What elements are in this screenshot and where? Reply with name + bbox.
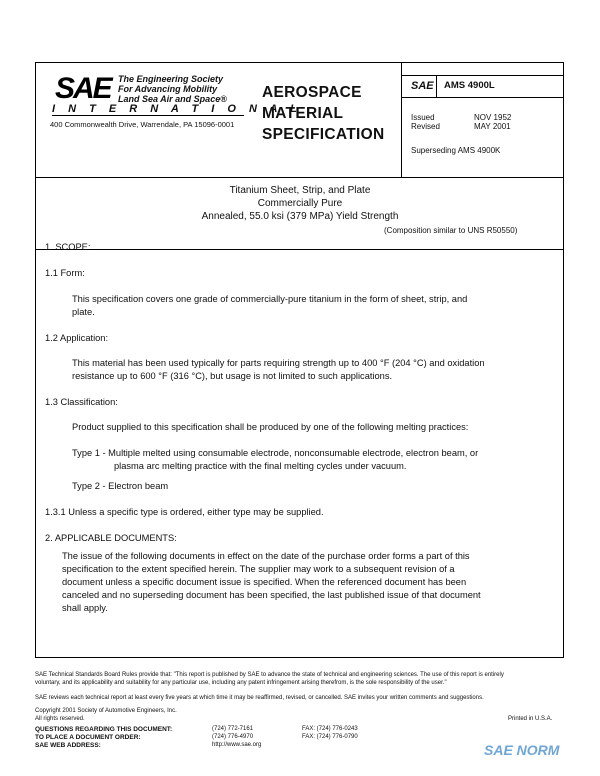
type-1-item: Type 1 - Multiple melted using consumable electrode, nonconsumable electrode, electron beam, or plasma arc melting practice with the final melting cycles under vacuum. bbox=[72, 448, 479, 471]
address: 400 Commonwealth Drive, Warrendale, PA 15096-0001 bbox=[50, 120, 235, 129]
revised-value: MAY 2001 bbox=[474, 122, 511, 131]
footer-printed: Printed in U.S.A. bbox=[508, 716, 553, 722]
questions-label: QUESTIONS REGARDING THIS DOCUMENT: bbox=[35, 726, 173, 733]
footer-copyright: Copyright 2001 Society of Automotive Engineers, Inc. bbox=[35, 708, 177, 714]
footer-review-note: SAE reviews each technical report at least every five years at which time it may be reaffirmed, revised, or cancelled. SAE invites your written comments and suggestions. bbox=[35, 695, 484, 701]
questions-phone: (724) 772-7161 bbox=[212, 726, 254, 732]
ams-number: AMS 4900L bbox=[444, 80, 495, 91]
issued-value: NOV 1952 bbox=[474, 113, 512, 122]
society-tagline: The Engineering Society For Advancing Mobility Land Sea Air and Space® bbox=[118, 74, 227, 104]
sae-norm-watermark: SAE NORM bbox=[484, 742, 560, 758]
section-1-1-text: This specification covers one grade of commercially-pure titanium in the form of sheet, strip, and plate. bbox=[72, 294, 468, 317]
document-title: Titanium Sheet, Strip, and Plate Commercially Pure Annealed, 55.0 ksi (379 MPa) Yield Strength bbox=[201, 185, 399, 222]
footer-disclaimer: SAE Technical Standards Board Rules provide that: "This report is published by SAE to advance the state of technical and engineering sciences. The use of this report is entirely voluntary, and its applicability and suitability for any particular use, including any patent infringement arising therefrom, is the sole responsibility of the user." bbox=[35, 672, 504, 686]
web-url[interactable]: http://www.sae.org bbox=[212, 742, 262, 748]
web-label: SAE WEB ADDRESS: bbox=[35, 742, 101, 749]
header-divider bbox=[36, 177, 563, 178]
sae-logo: SAE bbox=[55, 72, 111, 105]
international-label: I N T E R N A T I O N A L bbox=[52, 103, 302, 115]
order-fax: FAX: (724) 776-0790 bbox=[302, 734, 358, 740]
section-1-1-heading: 1.1 Form: bbox=[45, 268, 85, 278]
spec-type-title: AEROSPACE MATERIAL SPECIFICATION bbox=[262, 84, 385, 143]
order-phone: (724) 776-4970 bbox=[212, 734, 254, 740]
issued-label: Issued bbox=[411, 113, 435, 122]
title-divider bbox=[36, 249, 563, 250]
section-1-3-1: 1.3.1 Unless a specific type is ordered, either type may be supplied. bbox=[45, 507, 324, 517]
header-vertical-divider bbox=[401, 63, 402, 177]
section-1-3-heading: 1.3 Classification: bbox=[45, 397, 118, 407]
section-1-heading: 1. SCOPE: bbox=[45, 242, 91, 252]
sae-small-logo: SAE bbox=[411, 80, 434, 92]
footer-rights: All rights reserved. bbox=[35, 716, 85, 722]
revised-label: Revised bbox=[411, 122, 440, 131]
section-1-2-text: This material has been used typically for parts requiring strength up to 400 °F (204 °C) and oxidation resistance up to 600 °F (316 °C), but usage is not limited to such applications. bbox=[72, 358, 485, 381]
superseding: Superseding AMS 4900K bbox=[411, 146, 501, 155]
section-1-3-text: Product supplied to this specification shall be produced by one of the following melting practices: bbox=[72, 422, 469, 432]
questions-fax: FAX: (724) 776-0243 bbox=[302, 726, 358, 732]
type-2-item: Type 2 - Electron beam bbox=[72, 481, 169, 491]
section-1-2-heading: 1.2 Application: bbox=[45, 333, 109, 343]
international-underline bbox=[52, 115, 244, 116]
section-2-text: The issue of the following documents in effect on the date of the purchase order forms a part of this specification to the extent specified herein. The supplier may work to a subsequent revision of a document unless a specific document issue is specified. When the referenced document has been canceled and no superseding document has been specified, the last published issue of that document shall apply. bbox=[62, 551, 481, 613]
composition-note: (Composition similar to UNS R50550) bbox=[384, 226, 518, 235]
order-label: TO PLACE A DOCUMENT ORDER: bbox=[35, 734, 141, 741]
section-2-heading: 2. APPLICABLE DOCUMENTS: bbox=[45, 533, 177, 543]
